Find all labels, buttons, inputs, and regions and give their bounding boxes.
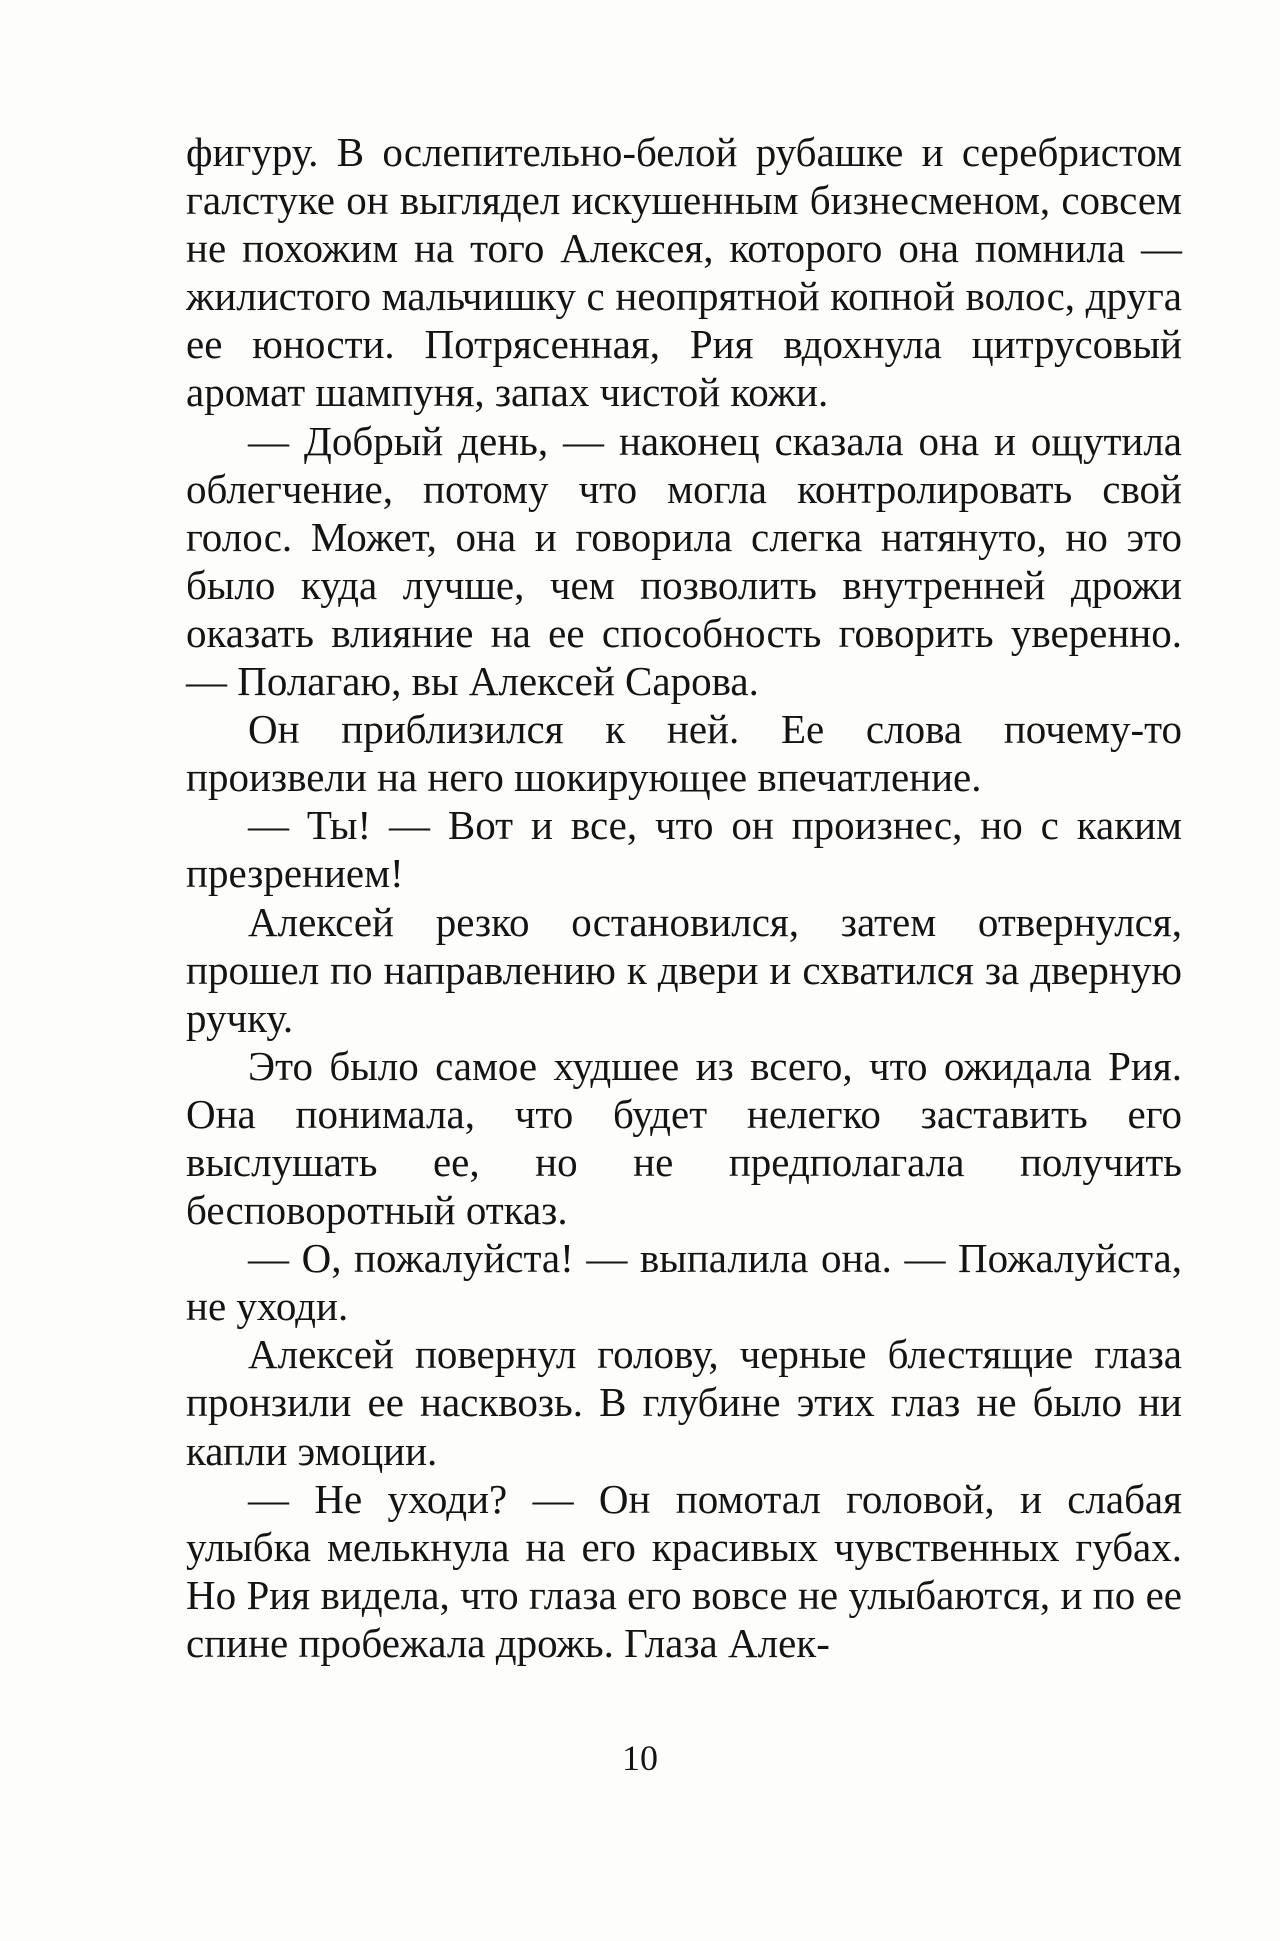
paragraph-7: — О, пожалуйста! — выпалила она. — Пожалуйста, не уходи.	[186, 1235, 1182, 1330]
paragraph-6: Это было самое худшее из всего, что ожидала Рия. Она понимала, что будет нелегко заставить его выслушать ее, но не предполагала получить бесповоротный отказ.	[186, 1042, 1182, 1234]
paragraph-8: Алексей повернул голову, черные блестящие глаза пронзили ее насквозь. В глубине этих глаз не было ни капли эмоции.	[186, 1331, 1182, 1474]
body-text	[186, 128, 1182, 1667]
paragraph-3: Он приблизился к ней. Ее слова почему-то произвели на него шокирующее впечатление.	[186, 706, 1182, 801]
paragraph-5: Алексей резко остановился, затем отвернулся, прошел по направлению к двери и схватился за дверную ручку.	[186, 898, 1182, 1041]
paragraph-1: фигуру. В ослепительно-белой рубашке и серебристом галстуке он выглядел искушенным бизнесменом, совсем не похожим на того Алексея, которого она помнила — жилистого мальчишку с неопрятной копной волос, друга ее юности. Потрясенная, Рия вдохнула цитрусовый аромат шампуня, запах чистой кожи.	[186, 129, 1182, 416]
paragraph-9: — Не уходи? — Он помотал головой, и слабая улыбка мелькнула на его красивых чувственных губах. Но Рия видела, что глаза его вовсе не улыбаются, и по ее спине пробежала дрожь. Глаза Алек-	[186, 1475, 1182, 1666]
page-number: 10	[622, 1738, 658, 1778]
paragraph-4: — Ты! — Вот и все, что он произнес, но с каким презрением!	[186, 802, 1182, 897]
paragraph-2: — Добрый день, — наконец сказала она и ощутила облегчение, потому что могла контролировать свой голос. Может, она и говорила слегка натянуто, но это было куда лучше, чем позволить внутренней дрожи оказать влияние на ее способность говорить уверенно. — Полагаю, вы Алексей Сарова.	[186, 417, 1182, 705]
